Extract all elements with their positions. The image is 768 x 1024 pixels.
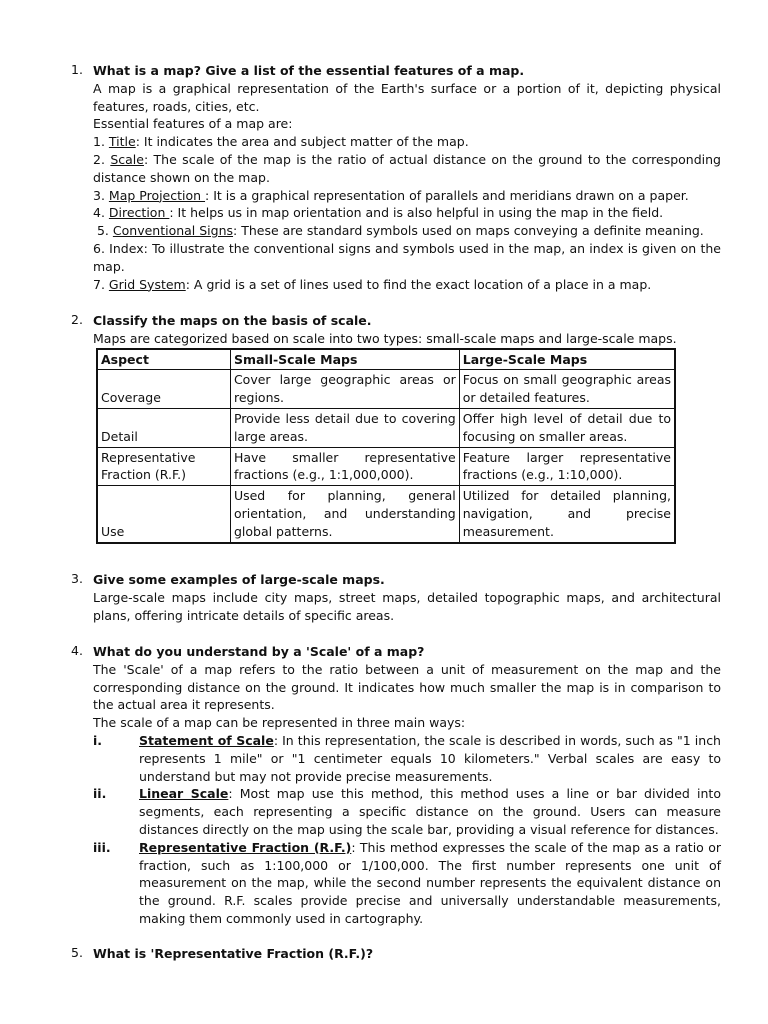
method-term: Representative Fraction (R.F.) <box>139 839 352 855</box>
method-text: : Most map use this method, this method uses a line or bar divided into segments, each representing a specific distance on the ground. Users can measure distances directly on the map using the scale bar, providing a visual reference for distances. <box>139 786 721 837</box>
answer-paragraph: Maps are categorized based on scale into two types: small-scale maps and large-scale maps. <box>93 330 677 346</box>
scale-method-item <box>93 785 721 838</box>
table-cell: Feature larger representative fractions (e.g., 1:10,000). <box>459 447 675 486</box>
scale-comparison-table <box>96 348 676 544</box>
feature-item: 6. Index: To illustrate the conventional signs and symbols used in the map, an index is given on the map. <box>93 240 721 274</box>
method-text: : In this representation, the scale is described in words, such as "1 inch represents 1 mile" or "1 centimeter equals 10 kilometers." Verbal scales are easy to understand but may not provide precise measurements. <box>139 732 721 784</box>
feature-item: 5. Conventional Signs: These are standard symbols used on maps conveying a definite meaning. <box>93 223 704 239</box>
table-header-cell: Aspect <box>97 349 230 370</box>
question-title: What do you understand by a 'Scale' of a map? <box>93 644 425 659</box>
feature-item: 7. Grid System: A grid is a set of lines used to find the exact location of a place in a map. <box>93 276 652 292</box>
table-header-cell: Small-Scale Maps <box>230 349 459 370</box>
table-cell: Offer high level of detail due to focusing on smaller areas. <box>459 408 675 447</box>
feature-item: 2. Scale: The scale of the map is the ratio of actual distance on the ground to the corresponding distance shown on the map. <box>93 151 721 185</box>
table-header-cell: Large-Scale Maps <box>459 349 675 370</box>
question-number: 5. <box>71 945 83 960</box>
question-title: What is 'Representative Fraction (R.F.)? <box>93 946 374 961</box>
answer-paragraph: The 'Scale' of a map refers to the ratio between a unit of measurement on the map and the corresponding distance on the ground. It indicates how much smaller the map is in comparison to the actual area it represents. <box>93 661 721 713</box>
question-number: 2. <box>71 312 83 327</box>
feature-item: 1. Title: It indicates the area and subject matter of the map. <box>93 134 469 150</box>
ways-heading: The scale of a map can be represented in three main ways: <box>93 715 466 731</box>
table-cell: Have smaller representative fractions (e.g., 1:1,000,000). <box>230 447 459 486</box>
roman-numeral: iii. <box>93 839 111 855</box>
table-cell: Detail <box>97 408 230 447</box>
table-cell: Used for planning, general orientation, and understanding global patterns. <box>230 486 459 543</box>
question-1 <box>71 62 721 293</box>
table-header-row <box>97 349 675 370</box>
table-row <box>97 447 675 486</box>
table-cell: Cover large geographic areas or regions. <box>230 370 459 409</box>
feature-item: 3. Map Projection : It is a graphical representation of parallels and meridians drawn on a paper. <box>93 187 689 203</box>
scale-method-item <box>93 839 721 928</box>
question-title: What is a map? Give a list of the essential features of a map. <box>93 63 525 78</box>
table-cell: Focus on small geographic areas or detailed features. <box>459 370 675 409</box>
roman-numeral: i. <box>93 732 103 748</box>
question-number: 3. <box>71 571 83 586</box>
method-term: Linear Scale <box>139 786 229 802</box>
question-number: 1. <box>71 62 83 77</box>
table-cell: Utilized for detailed planning, navigation, and precise measurement. <box>459 486 675 543</box>
question-5 <box>71 945 721 963</box>
roman-numeral: ii. <box>93 786 107 802</box>
question-number: 4. <box>71 643 83 658</box>
table-row <box>97 370 675 409</box>
question-2 <box>71 312 721 544</box>
table-cell: Representative Fraction (R.F.) <box>97 447 230 486</box>
table-cell: Use <box>97 486 230 543</box>
method-term: Statement of Scale <box>139 732 274 748</box>
question-title: Give some examples of large-scale maps. <box>93 572 385 587</box>
question-4 <box>71 643 721 928</box>
feature-item: 4. Direction : It helps us in map orientation and is also helpful in using the map in the field. <box>93 205 664 221</box>
method-text: : This method expresses the scale of the map as a ratio or fraction, such as 1:100,000 or 1/100,000. The first number represents one unit of measurement on the map, while the second number represents the equivalent distance on the ground. R.F. scales provide precise and universally understandable measurements, making them commonly used in cartography. <box>139 839 721 926</box>
answer-paragraph: Large-scale maps include city maps, street maps, detailed topographic maps, and architectural plans, offering intricate details of specific areas. <box>93 589 721 623</box>
question-3 <box>71 571 721 624</box>
answer-paragraph: A map is a graphical representation of the Earth's surface or a portion of it, depicting physical features, roads, cities, etc. <box>93 80 721 114</box>
table-cell: Provide less detail due to covering large areas. <box>230 408 459 447</box>
scale-method-item <box>93 732 721 785</box>
features-heading: Essential features of a map are: <box>93 116 293 132</box>
table-cell: Coverage <box>97 370 230 409</box>
table-row <box>97 486 675 543</box>
table-row <box>97 408 675 447</box>
question-title: Classify the maps on the basis of scale. <box>93 313 372 328</box>
